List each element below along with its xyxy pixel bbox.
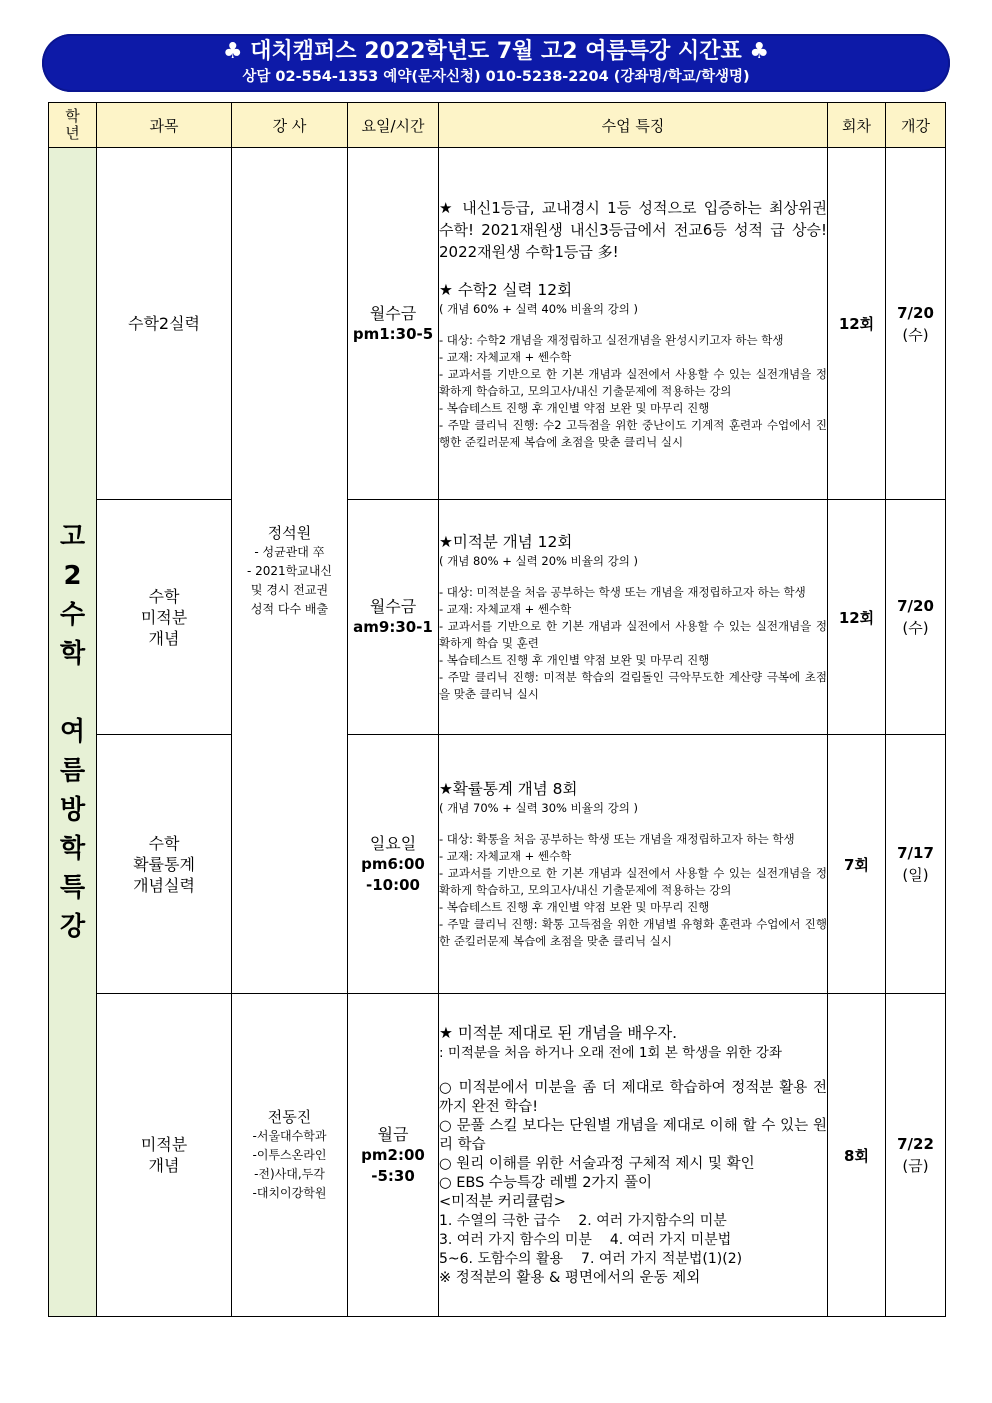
feature-detail: - 주말 클리닉 진행: 미적분 학습의 걸림돌인 극악무도한 계산량 극복에 초점을 맞춘 클리닉 실시	[439, 670, 827, 701]
feature-bullet: ○ EBS 수능특강 레벨 2가지 풀이	[439, 1175, 653, 1191]
count-cell: 12회	[828, 148, 886, 500]
count-cell: 12회	[828, 500, 886, 735]
grade-char: 고	[59, 521, 86, 552]
subject-name: 미적분	[140, 607, 188, 627]
teacher-cell	[232, 994, 348, 1317]
grade-char: 여	[59, 716, 86, 747]
teacher-cell	[232, 148, 348, 994]
subject-name: 수학	[148, 586, 180, 606]
class-time: pm2:00	[361, 1145, 425, 1164]
class-time: pm6:00	[361, 854, 425, 873]
teacher-credential: -서울대수학과	[252, 1129, 327, 1143]
grade-char: 름	[59, 755, 86, 786]
grade-char: 수	[59, 599, 86, 630]
schedule-table	[48, 102, 946, 1317]
start-cell	[886, 994, 946, 1317]
table-row	[49, 148, 946, 500]
teacher-credential: -전)사대,두각	[254, 1167, 325, 1181]
start-day: (일)	[902, 866, 929, 884]
feature-detail: - 복습테스트 진행 후 개인별 약점 보완 및 마무리 진행	[439, 900, 710, 914]
time-cell	[348, 735, 439, 994]
feature-detail: - 교과서를 기반으로 한 기본 개념과 실전에서 사용할 수 있는 실전개념을 정확하게 학습 및 훈련	[439, 619, 827, 650]
col-header-grade-2: 년	[65, 124, 80, 142]
feature-heading: ★ 수학2 실력 12회	[439, 280, 573, 299]
feature-detail: - 대상: 확통을 처음 공부하는 학생 또는 개념을 재정립하고자 하는 학생	[439, 832, 795, 846]
grade-char: 특	[59, 872, 86, 903]
start-date: 7/17	[897, 844, 934, 862]
start-cell	[886, 735, 946, 994]
subject-cell	[97, 994, 232, 1317]
page-title: ♣ 대치캠퍼스 2022학년도 7월 고2 여름특강 시간표 ♣	[222, 39, 770, 64]
teacher-credential: -대치이강학원	[252, 1186, 327, 1200]
feature-detail: - 주말 클리닉 진행: 수2 고득점을 위한 중난이도 기계적 훈련과 수업에서 진행한 준킬러문제 복습에 초점을 맞춘 클리닉 실시	[439, 417, 827, 449]
feature-bullet: ○ 문풀 스킬 보다는 단원별 개념을 제대로 이해 할 수 있는 원리 학습	[439, 1118, 827, 1153]
teacher-name: 정석원	[267, 523, 312, 542]
curriculum-item: 5~6. 도함수의 활용	[439, 1251, 564, 1267]
count-cell: 8회	[828, 994, 886, 1317]
start-date: 7/20	[897, 597, 934, 615]
feature-heading: ★확률통계 개념 8회	[439, 780, 578, 798]
start-date: 7/22	[897, 1135, 934, 1153]
curriculum-item: 4. 여러 가지 미분법	[609, 1232, 732, 1248]
start-day: (수)	[902, 325, 929, 344]
subject-name: 미적분	[140, 1135, 188, 1154]
subject-cell	[97, 148, 232, 500]
curriculum-title: <미적분 커리큘럼>	[439, 1194, 566, 1210]
curriculum-row	[439, 1250, 827, 1269]
curriculum-row	[439, 1231, 827, 1250]
teacher-credential: -이투스온라인	[252, 1148, 327, 1162]
features-cell	[439, 148, 828, 500]
count-cell: 7회	[828, 735, 886, 994]
table-row	[49, 735, 946, 994]
feature-ratio: ( 개념 80% + 실력 20% 비율의 강의 )	[439, 554, 638, 568]
feature-subheading: : 미적분을 처음 하거나 오래 전에 1회 본 학생을 위한 강좌	[439, 1045, 782, 1061]
feature-detail: - 복습테스트 진행 후 개인별 약점 보완 및 마무리 진행	[439, 653, 710, 667]
feature-heading: ★ 미적분 제대로 된 개념을 배우자.	[439, 1024, 678, 1042]
features-cell	[439, 500, 828, 735]
subject-name: 수학	[148, 833, 180, 853]
feature-ratio: ( 개념 70% + 실력 30% 비율의 강의 )	[439, 801, 638, 815]
grade-char: 강	[59, 911, 86, 942]
features-cell	[439, 994, 828, 1317]
curriculum-item: 1. 수열의 극한 급수	[439, 1213, 561, 1229]
grade-char: 학	[59, 833, 86, 864]
curriculum-item: 2. 여러 가지함수의 미분	[578, 1213, 727, 1229]
subject-name: 개념	[148, 628, 180, 648]
grade-char: 학	[59, 638, 86, 669]
class-time: -10:00	[366, 875, 420, 894]
time-cell	[348, 500, 439, 735]
class-days: 월금	[377, 1124, 409, 1144]
grade-char: 2	[63, 560, 82, 591]
feature-detail: - 복습테스트 진행 후 개인별 약점 보완 및 마무리 진행	[439, 400, 710, 415]
feature-detail: - 대상: 미적분을 처음 공부하는 학생 또는 개념을 재정립하고자 하는 학생	[439, 585, 806, 599]
feature-heading: ★미적분 개념 12회	[439, 533, 573, 551]
feature-detail: - 교재: 자체교재 + 쎈수학	[439, 602, 572, 616]
time-cell	[348, 148, 439, 500]
teacher-credential: - 성균관대 卒	[254, 544, 325, 559]
teacher-credential: 및 경시 전교권	[250, 582, 329, 597]
grade-char: 방	[59, 794, 86, 825]
features-cell	[439, 735, 828, 994]
class-days: 월수금	[369, 303, 417, 323]
start-cell	[886, 148, 946, 500]
class-time: -5:30	[371, 1166, 415, 1185]
class-time: am9:30-1	[353, 618, 433, 636]
subject-name: 확률통계	[133, 854, 195, 874]
start-day: (수)	[902, 619, 929, 637]
time-cell	[348, 994, 439, 1317]
feature-detail: - 주말 클리닉 진행: 확통 고득점을 위한 개념별 유형화 훈련과 수업에서 진행한 준킬러문제 복습에 초점을 맞춘 클리닉 실시	[439, 917, 827, 948]
feature-bullet: ○ 원리 이해를 위한 서술과정 구체적 제시 및 확인	[439, 1156, 755, 1172]
curriculum-item: 3. 여러 가지 함수의 미분	[439, 1232, 592, 1248]
table-row	[49, 994, 946, 1317]
teacher-credential: - 2021학교내신	[246, 563, 333, 578]
start-cell	[886, 500, 946, 735]
feature-detail: - 교과서를 기반으로 한 기본 개념과 실전에서 사용할 수 있는 실전개념을 정확하게 학습하고, 모의고사/내신 기출문제에 적용하는 강의	[439, 866, 827, 897]
subject-name: 수학2실력	[127, 314, 200, 333]
col-header-count: 회차	[828, 103, 886, 148]
col-header-time: 요일/시간	[348, 103, 439, 148]
header-row	[49, 103, 946, 148]
start-day: (금)	[902, 1157, 929, 1175]
table-row	[49, 500, 946, 735]
curriculum-row	[439, 1212, 827, 1231]
col-header-features: 수업 특징	[439, 103, 828, 148]
col-header-subject: 과목	[97, 103, 232, 148]
feature-detail: - 교재: 자체교재 + 쎈수학	[439, 849, 572, 863]
class-days: 월수금	[369, 597, 417, 616]
subject-name: 개념	[148, 1156, 180, 1175]
subject-cell	[97, 500, 232, 735]
class-time: pm1:30-5	[352, 324, 434, 343]
subject-name: 개념실력	[133, 875, 195, 895]
col-header-start: 개강	[886, 103, 946, 148]
curriculum-note: ※ 정적분의 활용 & 평면에서의 운동 제외	[439, 1270, 701, 1286]
teacher-credential: 성적 다수 배출	[250, 601, 329, 616]
subject-cell	[97, 735, 232, 994]
col-header-grade	[49, 103, 97, 148]
feature-bullet: ○ 미적분에서 미분을 좀 더 제대로 학습하여 정적분 활용 전까지 완전 학습!	[439, 1080, 827, 1115]
curriculum-item: 7. 여러 가지 적분법(1)(2)	[581, 1251, 743, 1267]
contact-info: 상담 02-554-1353 예약(문자신청) 010-5238-2204 (강좌명/학교/학생명)	[242, 69, 750, 85]
grade-cell	[49, 148, 97, 1317]
feature-detail: - 교재: 자체교재 + 쎈수학	[439, 349, 572, 364]
start-date: 7/20	[897, 303, 934, 322]
feature-ratio: ( 개념 60% + 실력 40% 비율의 강의 )	[439, 301, 638, 316]
title-banner	[42, 34, 950, 92]
feature-intro: ★ 내신1등급, 교내경시 1등 성적으로 입증하는 최상위권 수학! 2021재원생 내신3등급에서 전교6등 성적 급 상승! 2022재원생 수학1등급 多!	[439, 198, 827, 261]
class-days: 일요일	[369, 833, 417, 853]
col-header-teacher: 강 사	[232, 103, 348, 148]
col-header-grade-1: 학	[65, 107, 80, 125]
feature-detail: - 대상: 수학2 개념을 재정립하고 실전개념을 완성시키고자 하는 학생	[439, 332, 784, 347]
feature-detail: - 교과서를 기반으로 한 기본 개념과 실전에서 사용할 수 있는 실전개념을 정확하게 학습하고, 모의고사/내신 기출문제에 적용하는 강의	[439, 366, 827, 398]
teacher-name: 전동진	[267, 1108, 312, 1126]
